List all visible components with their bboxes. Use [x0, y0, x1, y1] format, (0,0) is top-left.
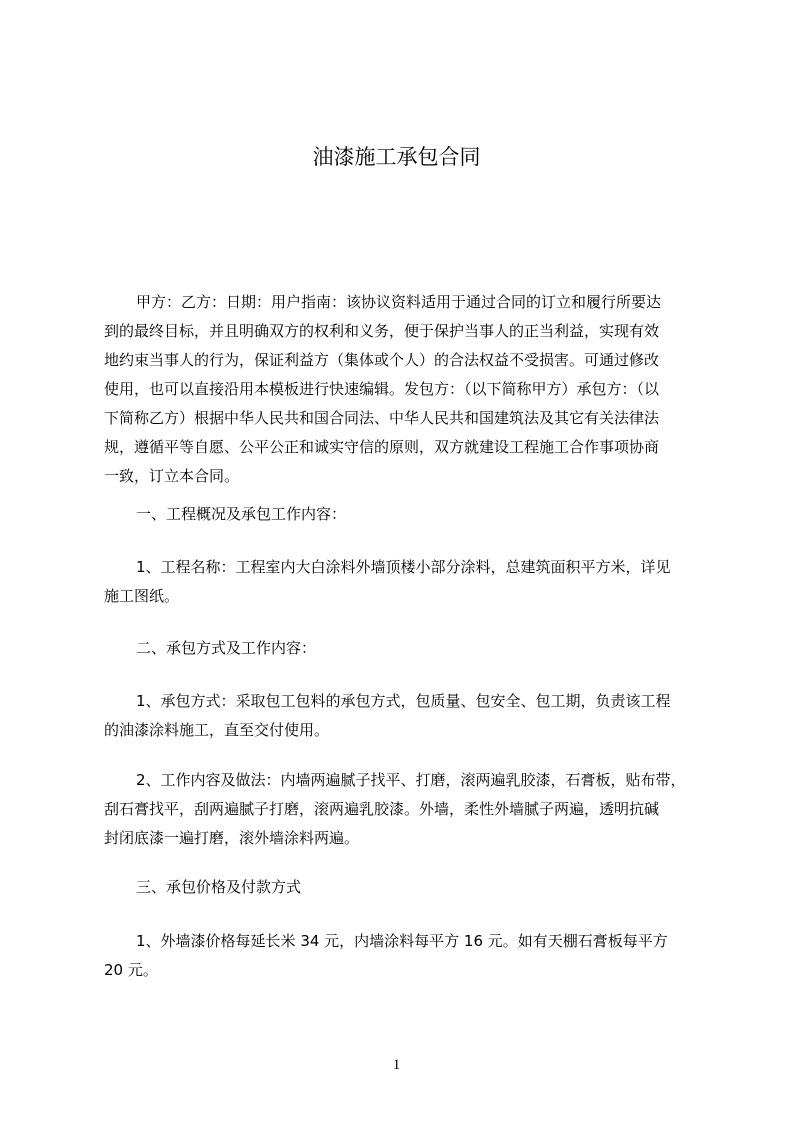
document-title: 油漆施工承包合同	[312, 145, 481, 169]
section-2-item-1-line: 的油漆涂料施工，直至交付使用。	[104, 721, 330, 739]
section-1-item-1-line: 1、工程名称：工程室内大白涂料外墙顶楼小部分涂料，总建筑面积平方米，详见	[136, 558, 671, 576]
intro-paragraph	[104, 288, 714, 491]
intro-line: 规，遵循平等自愿、公平公正和诚实守信的原则，双方就建设工程施工合作事项协商	[104, 438, 660, 456]
section-2-item-1-line: 1、承包方式：采取包工包料的承包方式，包质量、包安全、包工期，负责该工程	[136, 692, 671, 710]
section-1-heading: 一、工程概况及承包工作内容：	[136, 505, 347, 523]
section-2-item-2-line: 刮石膏找平，刮两遍腻子打磨，滚两遍乳胶漆。外墙，柔性外墙腻子两遍，透明抗碱	[104, 800, 660, 818]
section-1-item-1-line: 施工图纸。	[104, 587, 180, 605]
section-2-item-2	[104, 766, 714, 853]
section-2-heading-paragraph	[104, 634, 714, 663]
section-3-item-1-line: 1、外墙漆价格每延长米 34 元，内墙涂料每平方 16 元。如有天棚石膏板每平方	[136, 932, 668, 950]
section-2-item-1	[104, 687, 714, 745]
page-number: 1	[392, 1057, 401, 1073]
section-3-heading: 三、承包价格及付款方式	[136, 878, 302, 896]
section-3-item-1-line: 20 元。	[104, 961, 158, 979]
intro-line: 使用，也可以直接沿用本模板进行快速编辑。发包方：（以下简称甲方）承包方：（以	[104, 380, 660, 398]
section-1-item-1	[104, 553, 714, 611]
section-2-item-2-line: 封闭底漆一遍打磨，滚外墙涂料两遍。	[104, 829, 360, 847]
section-3-item-1	[104, 927, 714, 985]
intro-line: 地约束当事人的行为，保证利益方（集体或个人）的合法权益不受损害。可通过修改	[104, 351, 660, 369]
intro-line: 甲方：乙方：日期：用户指南：该协议资料适用于通过合同的订立和履行所要达	[136, 293, 662, 311]
intro-line: 一致，订立本合同。	[104, 467, 240, 485]
section-3-heading-paragraph	[104, 873, 714, 902]
section-1-heading-paragraph	[104, 500, 714, 529]
intro-line: 到的最终目标，并且明确双方的权利和义务，便于保护当事人的正当利益，实现有效	[104, 322, 660, 340]
section-2-item-2-line: 2、工作内容及做法：内墙两遍腻子找平、打磨，滚两遍乳胶漆，石膏板，贴布带，	[136, 771, 686, 789]
intro-line: 下简称乙方）根据中华人民共和国合同法、中华人民共和国建筑法及其它有关法律法	[104, 409, 660, 427]
section-2-heading: 二、承包方式及工作内容：	[136, 639, 317, 657]
